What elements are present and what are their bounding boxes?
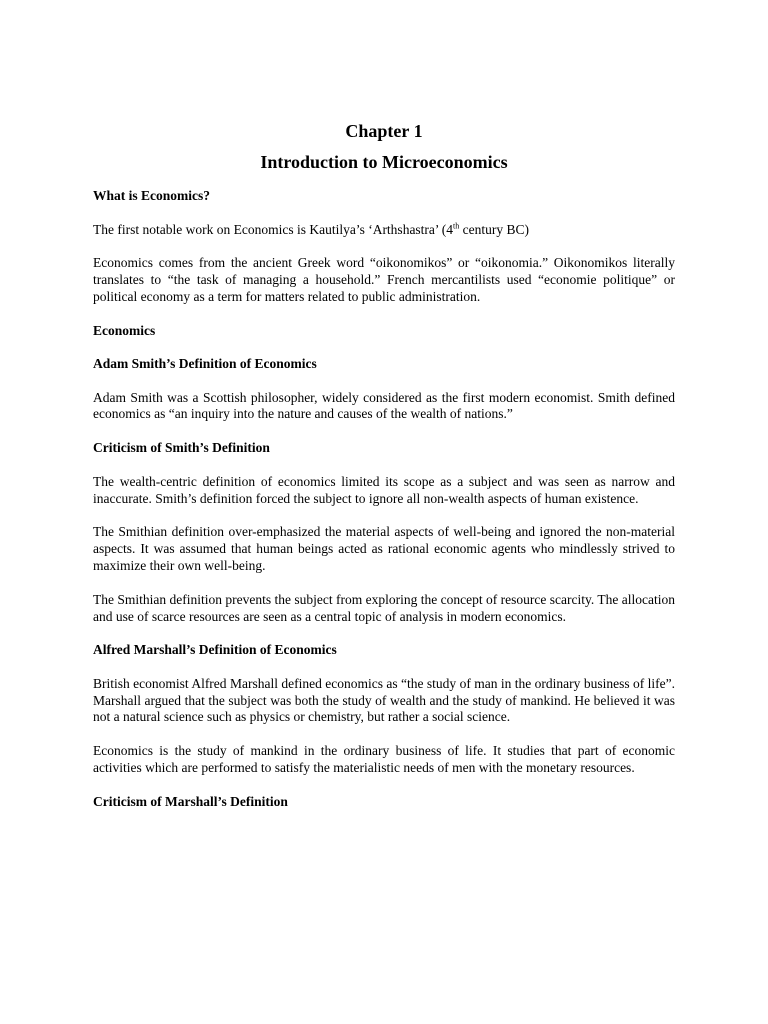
chapter-title: Introduction to Microeconomics bbox=[260, 152, 508, 172]
paragraph-kautilya bbox=[93, 222, 675, 239]
section-heading-marshall: Alfred Marshall’s Definition of Economics bbox=[93, 642, 337, 658]
section-heading-what-is-economics: What is Economics? bbox=[93, 188, 211, 203]
paragraph-kautilya-tail: century BC) bbox=[459, 221, 530, 237]
chapter-number: Chapter 1 bbox=[345, 121, 423, 141]
section-heading-marshall-criticism: Criticism of Marshall’s Definition bbox=[93, 793, 288, 809]
paragraph-criticism-3: The Smithian definition prevents the subject from exploring the concept of resource scarcity. The allocation and use of scarce resources are seen as a central topic of analysis in modern economics. bbox=[93, 591, 675, 624]
paragraph-marshall-definition: Economics is the study of mankind in the ordinary business of life. It studies that part of economic activities which are performed to satisfy the materialistic needs of men with the monetary resources. bbox=[93, 743, 675, 776]
paragraph-origin: Economics comes from the ancient Greek word “oikonomikos” or “oikonomia.” Oikonomikos literally translates to “the task of managing a household.” French mercantilists used “economie politique” or political economy as a term for matters related to public administration. bbox=[93, 255, 675, 304]
paragraph-kautilya-text: The first notable work on Economics is Kautilya’s ‘Arthshastra’ (4 bbox=[93, 221, 454, 237]
paragraph-criticism-1: The wealth-centric definition of economics limited its scope as a subject and was seen as narrow and inaccurate. Smith’s definition forced the subject to ignore all non-wealth aspects of human existence. bbox=[93, 473, 675, 506]
superscript-th: th bbox=[453, 221, 460, 230]
paragraph-criticism-2: The Smithian definition over-emphasized the material aspects of well-being and ignored the non-material aspects. It was assumed that human beings acted as rational economic agents who mindlessly strived to maximize their own well-being. bbox=[93, 524, 675, 573]
section-heading-economics: Economics bbox=[93, 322, 156, 338]
paragraph-marshall: British economist Alfred Marshall defined economics as “the study of man in the ordinary business of life”. Marshall argued that the subject was both the study of wealth and the study of mankind. He believed it was not a natural science such as physics or chemistry, but rather a social science. bbox=[93, 675, 675, 725]
section-heading-smith-criticism: Criticism of Smith’s Definition bbox=[93, 440, 270, 456]
section-heading-smith: Adam Smith’s Definition of Economics bbox=[93, 356, 317, 372]
paragraph-smith: Adam Smith was a Scottish philosopher, widely considered as the first modern economist. Smith defined economics as “an inquiry into the nature and causes of the wealth of nations.” bbox=[93, 389, 675, 422]
